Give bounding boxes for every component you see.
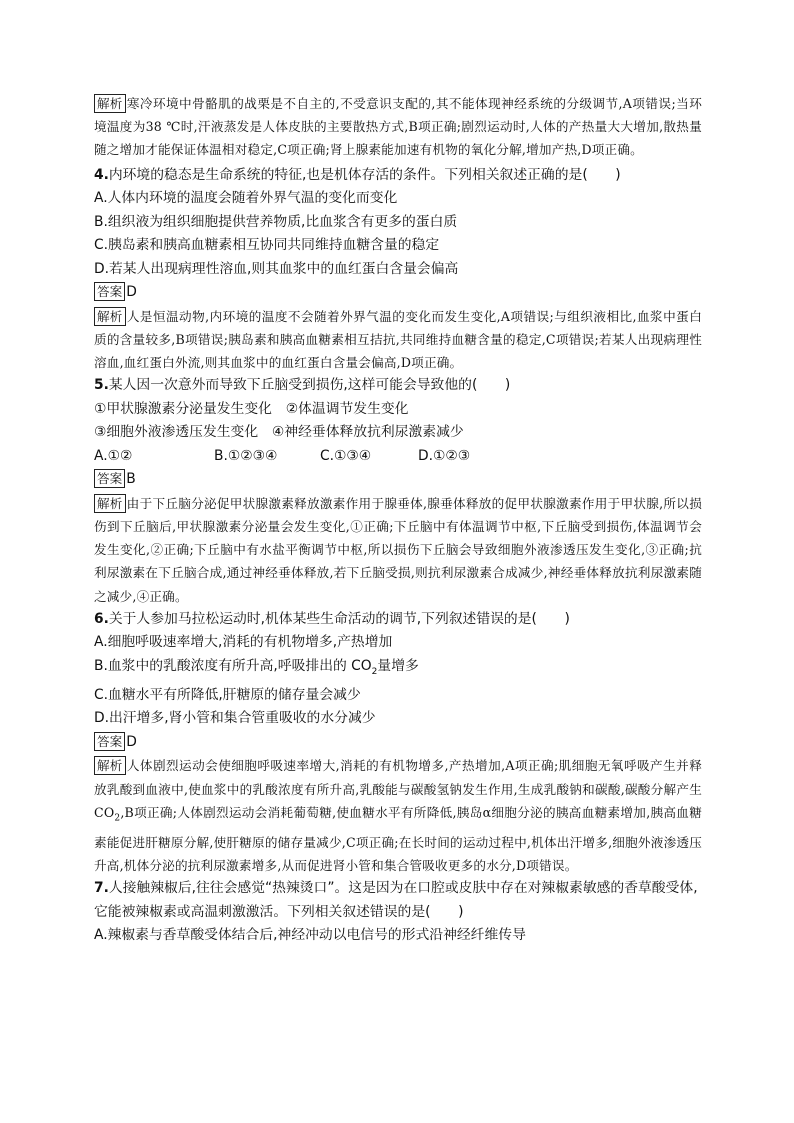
q4-number: 4. [94, 166, 109, 183]
q6-stem [94, 608, 702, 632]
q5-answer [94, 468, 702, 492]
q5-choice-d: D.①②③ [418, 447, 471, 464]
q4-option-d: D.若某人出现病理性溶血,则其血浆中的血红蛋白含量会偏高 [94, 260, 459, 277]
q3-analysis [94, 92, 702, 162]
q6-analysis-post: ,B项正确;人体剧烈运动会消耗葡萄糖,使血糖水平有所降低,胰岛α细胞分泌的胰高血糖素增加,胰高血糖素能促进肝糖原分解,使肝糖原的储存量减少,C项正确;在长时间的运动过程中,机体出汗增多,细胞外液渗透压升高,机体分泌的抗利尿激素增多,从而促进肾小管和集合管吸收更多的水分,D项错误。 [94, 804, 702, 873]
q5-analysis-text: 由于下丘脑分泌促甲状腺激素释放激素作用于腺垂体,腺垂体释放的促甲状腺激素作用于甲状腺,所以损伤到下丘脑后,甲状腺激素分泌量会发生变化,①正确;下丘脑中有体温调节中枢,下丘脑受到损伤,体温调节会发生变化,②正确;下丘脑中有水盐平衡调节中枢,所以损伤下丘脑会导致细胞外液渗透压发生变化,③正确;抗利尿激素在下丘脑合成,通过神经垂体释放,若下丘脑受损,则抗利尿激素合成减少,神经垂体释放抗利尿激素随之减少,④正确。 [94, 495, 702, 604]
q5-answer-value: B [126, 471, 136, 488]
q4-answer [94, 281, 702, 305]
analysis-tag: 解析 [94, 756, 126, 775]
q6-option-a: A.细胞呼吸速率增大,消耗的有机物增多,产热增加 [94, 634, 393, 651]
q4-option-b: B.组织液为组织细胞提供营养物质,比血浆含有更多的蛋白质 [94, 213, 458, 230]
q6-analysis [94, 754, 702, 877]
q5-choice-b: B.①②③④ [214, 447, 278, 464]
q4-stem-text: 内环境的稳态是生命系统的特征,也是机体存活的条件。下列相关叙述正确的是( ) [108, 166, 621, 183]
q6-option-b-post: 量增多 [377, 657, 419, 674]
q7-stem [94, 877, 702, 924]
q6-option-b-pre: B.血浆中的乳酸浓度有所升高,呼吸排出的 CO [94, 657, 372, 674]
q5-stem [94, 374, 702, 398]
q5-stem-text: 某人因一次意外而导致下丘脑受到损伤,这样可能会导致他的( ) [108, 377, 511, 394]
answer-tag: 答案 [94, 732, 125, 751]
q6-answer-value: D [126, 733, 137, 750]
q7-option-a: A.辣椒素与香草酸受体结合后,神经冲动以电信号的形式沿神经纤维传导 [94, 927, 526, 944]
analysis-tag: 解析 [94, 494, 126, 513]
q6-stem-text: 关于人参加马拉松运动时,机体某些生命活动的调节,下列叙述错误的是( ) [108, 610, 570, 627]
q6-number: 6. [94, 610, 109, 627]
q4-analysis-text: 人是恒温动物,内环境的温度不会随着外界气温的变化而发生变化,A项错误;与组织液相比,血浆中蛋白质的含量较多,B项错误;胰岛素和胰高血糖素相互拮抗,共同维持血糖含量的稳定,C项错误;若某人出现病理性溶血,血红蛋白外流,则其血浆中的血红蛋白含量会偏高,D项正确。 [94, 308, 702, 371]
answer-tag: 答案 [94, 469, 125, 488]
q4-stem [94, 164, 702, 188]
q6-option-c: C.血糖水平有所降低,肝糖原的储存量会减少 [94, 686, 361, 703]
analysis-tag: 解析 [94, 307, 126, 326]
q6-option-b [94, 655, 702, 684]
analysis-tag: 解析 [94, 94, 126, 113]
q4-option-c: C.胰岛素和胰高血糖素相互协同共同维持血糖含量的稳定 [94, 237, 440, 254]
q5-choice-a: A.①② [94, 447, 133, 464]
q6-answer [94, 731, 702, 755]
q6-option-b-sub: 2 [371, 666, 378, 677]
q6-option-d: D.出汗增多,肾小管和集合管重吸收的水分减少 [94, 710, 376, 727]
q3-analysis-text: 寒冷环境中骨骼肌的战栗是不自主的,不受意识支配的,其不能体现神经系统的分级调节,A项错误;当环境温度为38 ℃时,汗液蒸发是人体皮肤的主要散热方式,B项正确;剧烈运动时,人体的产热量大大增加,散热量随之增加才能保证体温相对稳定,C项正确;肾上腺素能加速有机物的氧化分解,增加产热,D项正确。 [94, 96, 702, 158]
q5-choices [94, 445, 702, 469]
q6-analysis-sub: 2 [114, 813, 121, 824]
q6-analysis-pre: 人体剧烈运动会使细胞呼吸速率增大,消耗的有机物增多,产热增加,A项正确;肌细胞无氧呼吸产生并释放乳酸到血液中,使血浆中的乳酸浓度有所升高,乳酸能与碳酸氢钠发生作用,生成乳酸钠和碳酸,碳酸分解产生 CO [94, 758, 702, 820]
q5-analysis [94, 492, 702, 608]
q4-analysis [94, 305, 702, 375]
q5-items-line-2: ③细胞外液渗透压发生变化 ④神经垂体释放抗利尿激素减少 [94, 424, 464, 441]
q4-answer-value: D [126, 284, 137, 301]
q5-items-line-1: ①甲状腺激素分泌量发生变化 ②体温调节发生变化 [94, 400, 409, 417]
q5-number: 5. [94, 377, 109, 394]
answer-tag: 答案 [94, 282, 125, 301]
q7-number: 7. [94, 880, 109, 897]
q7-stem-text: 人接触辣椒后,往往会感觉“热辣烫口”。这是因为在口腔或皮肤中存在对辣椒素敏感的香草酸受体,它能被辣椒素或高温刺激激活。下列相关叙述错误的是( ) [94, 880, 698, 920]
q4-option-a: A.人体内环境的温度会随着外界气温的变化而变化 [94, 190, 398, 207]
q5-choice-c: C.①③④ [320, 447, 372, 464]
page-content [94, 92, 702, 948]
